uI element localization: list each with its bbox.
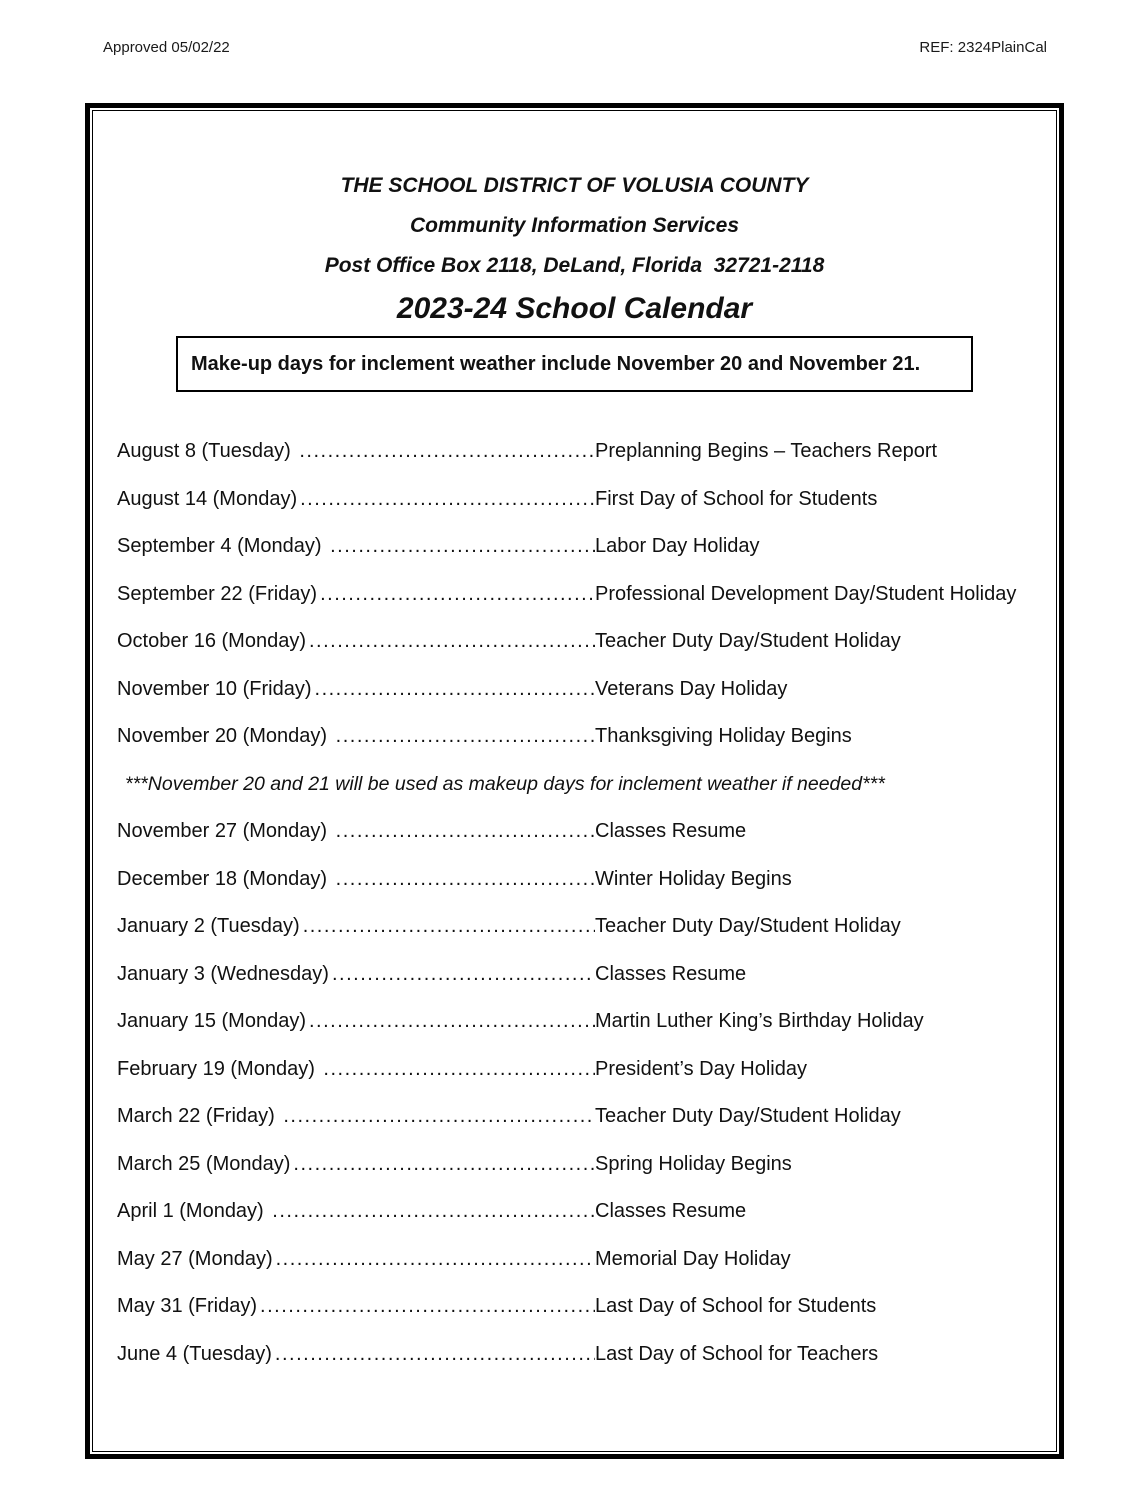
event-description: Preplanning Begins – Teachers Report [595, 440, 938, 462]
dot-leader [333, 808, 595, 856]
calendar-row [117, 903, 1032, 951]
dot-leader [272, 1331, 595, 1379]
event-date: November 20 (Monday) [117, 725, 333, 747]
event-description: Classes Resume [595, 820, 747, 842]
document-header [93, 175, 1056, 326]
event-date: December 18 (Monday) [117, 867, 333, 890]
dot-leader [300, 903, 595, 951]
calendar-row [117, 1283, 1032, 1331]
makeup-days-notice: Make-up days for inclement weather include November 20 and November 21. [176, 336, 973, 392]
dot-leader [269, 1188, 595, 1236]
event-date: January 15 (Monday) [117, 1010, 306, 1032]
dot-leader [297, 476, 595, 524]
approved-date-label: Approved 05/02/22 [103, 39, 230, 56]
event-description: Memorial Day Holiday [595, 1247, 791, 1270]
dot-leader [312, 666, 595, 714]
calendar-row [117, 1236, 1032, 1284]
event-date: April 1 (Monday) [117, 1200, 270, 1222]
event-date: May 31 (Friday) [117, 1295, 258, 1317]
event-date: January 2 (Tuesday) [117, 915, 300, 937]
address-line: Post Office Box 2118, DeLand, Florida 32721-2118 [324, 254, 825, 277]
event-date: October 16 (Monday) [117, 630, 306, 652]
event-date: June 4 (Tuesday) [117, 1342, 272, 1365]
calendar-row [117, 1093, 1032, 1141]
event-description: Teacher Duty Day/Student Holiday [595, 1105, 901, 1127]
calendar-row [117, 856, 1032, 904]
calendar-row [117, 523, 1032, 571]
calendar-row [117, 666, 1032, 714]
ref-label: REF: 2324PlainCal [919, 39, 1047, 56]
event-description: Last Day of School for Students [595, 1295, 877, 1317]
event-description: Thanksgiving Holiday Begins [595, 725, 852, 747]
calendar-row [117, 618, 1032, 666]
event-description: President’s Day Holiday [595, 1057, 807, 1080]
event-description: Martin Luther King’s Birthday Holiday [595, 1010, 924, 1032]
event-description: Classes Resume [595, 1200, 747, 1222]
event-description: Last Day of School for Teachers [595, 1342, 879, 1365]
event-date: May 27 (Monday) [117, 1247, 273, 1270]
calendar-row [117, 808, 1032, 856]
calendar-row [117, 1331, 1032, 1379]
event-description: Professional Development Day/Student Holiday [595, 582, 1017, 605]
top-annotations [0, 0, 1147, 56]
dot-leader [333, 856, 595, 904]
event-description: Classes Resume [595, 962, 747, 985]
calendar-inner-border [92, 110, 1057, 1452]
event-date: February 19 (Monday) [117, 1057, 321, 1080]
event-date: November 27 (Monday) [117, 820, 333, 842]
dot-leader [257, 1283, 595, 1331]
event-description: First Day of School for Students [595, 487, 878, 510]
calendar-row [117, 1141, 1032, 1189]
dot-leader [317, 571, 595, 619]
event-description: Winter Holiday Begins [595, 867, 792, 890]
event-date: November 10 (Friday) [117, 677, 312, 700]
event-date: March 22 (Friday) [117, 1105, 281, 1127]
calendar-row [117, 951, 1032, 999]
calendar-row [117, 1188, 1032, 1236]
event-description: Labor Day Holiday [595, 535, 760, 557]
dot-leader [329, 951, 595, 999]
event-description: Spring Holiday Begins [595, 1152, 792, 1175]
event-description: Veterans Day Holiday [595, 677, 788, 700]
department-name: Community Information Services [409, 214, 740, 237]
dot-leader [333, 713, 595, 761]
event-date: August 8 (Tuesday) [117, 440, 297, 462]
calendar-row [117, 476, 1032, 524]
calendar-list [93, 428, 1056, 1378]
event-date: January 3 (Wednesday) [117, 962, 329, 985]
event-description: Teacher Duty Day/Student Holiday [595, 630, 901, 652]
calendar-outer-border [85, 103, 1064, 1459]
dot-leader [320, 1046, 595, 1094]
event-date: August 14 (Monday) [117, 487, 298, 510]
event-date: September 4 (Monday) [117, 535, 328, 557]
calendar-row [117, 998, 1032, 1046]
dot-leader [306, 618, 595, 666]
dot-leader [327, 523, 595, 571]
dot-leader [306, 998, 595, 1046]
inclement-weather-note: ***November 20 and 21 will be used as makeup days for inclement weather if needed*** [125, 772, 885, 795]
calendar-row [117, 428, 1032, 476]
dot-leader [296, 428, 595, 476]
event-date: March 25 (Monday) [117, 1152, 291, 1175]
event-description: Teacher Duty Day/Student Holiday [595, 915, 901, 937]
dot-leader [273, 1236, 595, 1284]
calendar-row [117, 713, 1032, 761]
page-title: 2023-24 School Calendar [396, 292, 753, 325]
dot-leader [280, 1093, 595, 1141]
calendar-row [117, 1046, 1032, 1094]
dot-leader [290, 1141, 595, 1189]
district-name: THE SCHOOL DISTRICT OF VOLUSIA COUNTY [340, 174, 809, 197]
event-date: September 22 (Friday) [117, 582, 318, 605]
calendar-row [117, 571, 1032, 619]
